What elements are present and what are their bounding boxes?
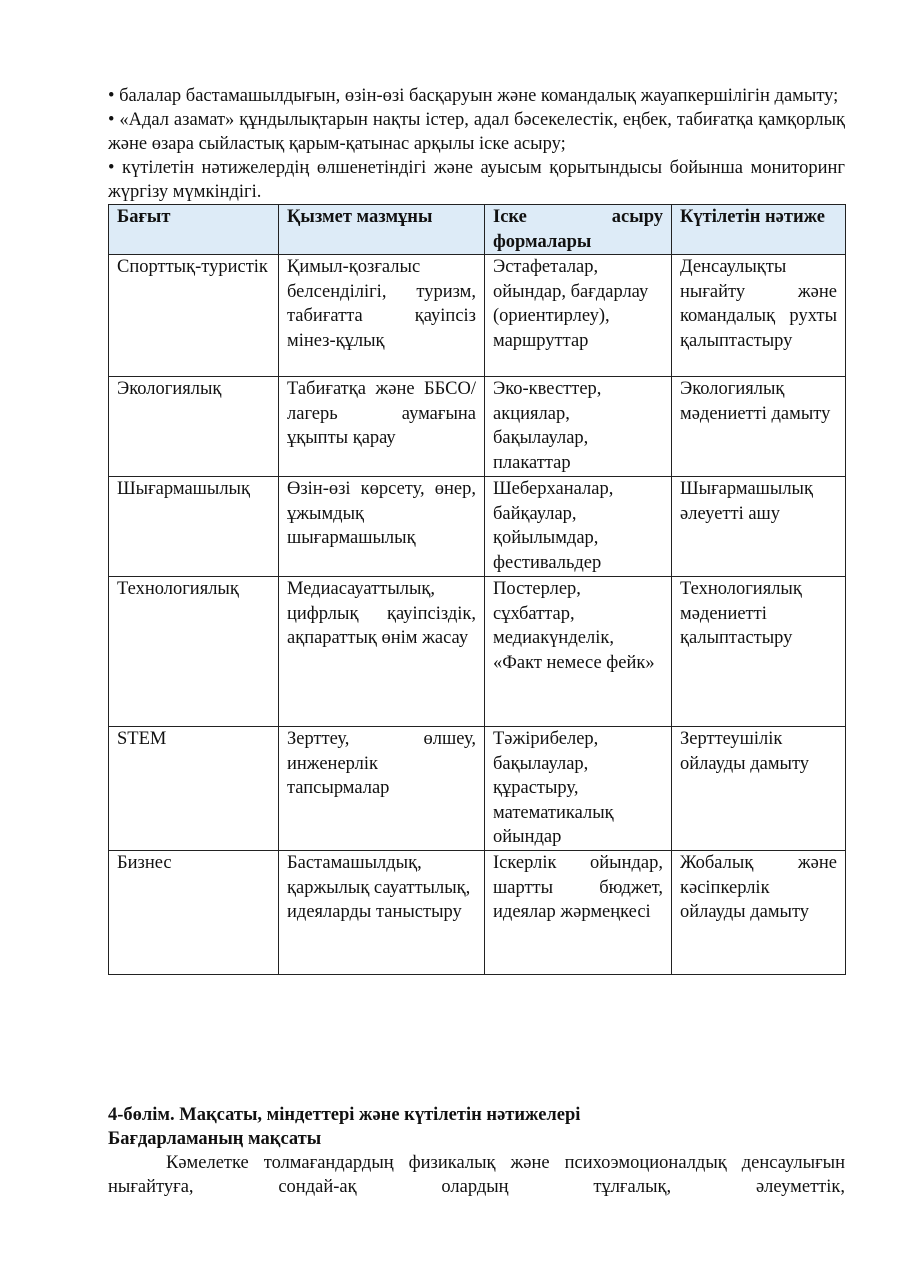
cell-content: Зерттеу, өлшеу, инженерлік тапсырмалар [279, 727, 485, 851]
document-page [108, 84, 845, 975]
bullet-honest-citizen: • «Адал азамат» құндылықтарын нақты істер, адал бәсекелестік, еңбек, табиғатқа қамқорлық және өзара сыйластық қарым-қатынас арқылы іске асыру; [108, 110, 845, 154]
table-row [109, 577, 846, 727]
cell-forms: Эко-квесттер, акциялар, бақылаулар, плакаттар [485, 377, 672, 477]
cell-forms: Эстафеталар, ойындар, бағдарлау (ориентирлеу), маршруттар [485, 255, 672, 377]
bullet-monitoring: • күтілетін нәтижелердің өлшенетіндігі және ауысым қорытындысы бойынша мониторинг жүргізу мүмкіндігі. [108, 158, 845, 202]
bullet-initiative: • балалар бастамашылдығын, өзін-өзі басқаруын және командалық жауапкершілігін дамыту; [108, 86, 839, 106]
cell-result: Зерттеушілік ойлауды дамыту [672, 727, 846, 851]
cell-forms: Тәжірибелер, бақылаулар, құрастыру, математикалық ойындар [485, 727, 672, 851]
table-row [109, 477, 846, 577]
header-result: Күтілетін нәтиже [672, 205, 846, 255]
table-header-row [109, 205, 846, 255]
table-row [109, 377, 846, 477]
cell-forms: Шеберханалар, байқаулар, қойылымдар, фестивальдер [485, 477, 672, 577]
cell-result: Денсаулықты нығайту және командалық рухты қалыптастыру [672, 255, 846, 377]
table-row [109, 727, 846, 851]
header-forms: Іске асыру формалары [485, 205, 672, 255]
cell-content: Табиғатқа және ББСО/лагерь аумағына ұқыпты қарау [279, 377, 485, 477]
cell-forms: Постерлер, сұхбаттар, медиакүнделік, «Факт немесе фейк» [485, 577, 672, 727]
cell-result: Технологиялық мәдениетті қалыптастыру [672, 577, 846, 727]
section-subheading: Бағдарламаның мақсаты [108, 1129, 322, 1149]
cell-result: Шығармашылық әлеуетті ашу [672, 477, 846, 577]
header-content: Қызмет мазмұны [279, 205, 485, 255]
cell-direction: STEM [109, 727, 279, 851]
cell-direction: Спорттық-туристік [109, 255, 279, 377]
cell-forms: Іскерлік ойындар, шартты бюджет, идеялар жәрмеңкесі [485, 851, 672, 975]
section-paragraph: Кәмелетке толмағандардың физикалық және психоэмоционалдық денсаулығын нығайтуға, сондай-ақ олардың тұлғалық, әлеуметтік, [108, 1153, 845, 1197]
cell-result: Экологиялық мәдениетті дамыту [672, 377, 846, 477]
section-heading: 4-бөлім. Мақсаты, міндеттері және күтілетін нәтижелері [108, 1105, 581, 1125]
cell-content: Өзін-өзі көрсету, өнер, ұжымдық шығармашылық [279, 477, 485, 577]
cell-direction: Бизнес [109, 851, 279, 975]
cell-direction: Шығармашылық [109, 477, 279, 577]
table-row [109, 255, 846, 377]
table-row [109, 851, 846, 975]
directions-table [108, 204, 846, 975]
section-4 [108, 1103, 845, 1199]
cell-content: Бастамашылдық, қаржылық сауаттылық, идеяларды таныстыру [279, 851, 485, 975]
cell-direction: Технологиялық [109, 577, 279, 727]
cell-result: Жобалық және кәсіпкерлік ойлауды дамыту [672, 851, 846, 975]
cell-content: Қимыл-қозғалыс белсенділігі, туризм, табиғатта қауіпсіз мінез-құлық [279, 255, 485, 377]
cell-direction: Экологиялық [109, 377, 279, 477]
header-direction: Бағыт [109, 205, 279, 255]
cell-content: Медиасауаттылық, цифрлық қауіпсіздік, ақпараттық өнім жасау [279, 577, 485, 727]
